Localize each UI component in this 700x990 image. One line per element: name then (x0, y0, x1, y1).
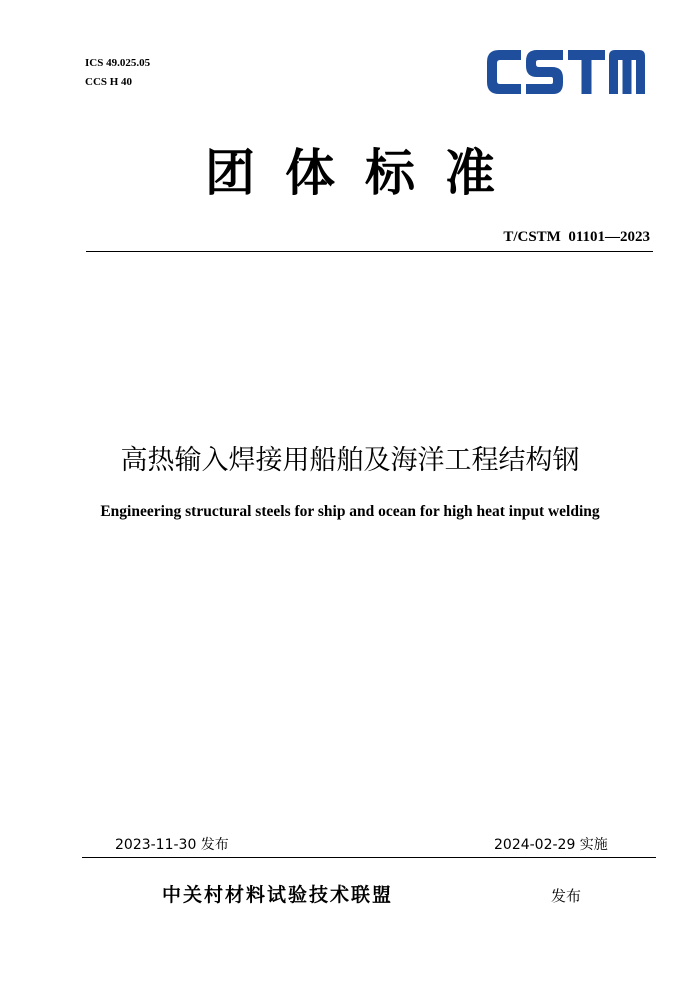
classification-codes (85, 54, 150, 92)
ccs-code: CCS H 40 (85, 76, 133, 88)
publish-date: 2023-11-30 发布 (115, 837, 229, 853)
ics-code: ICS 49.025.05 (85, 57, 151, 69)
cstm-logo-graphic (485, 46, 647, 98)
cstm-logo (485, 46, 647, 98)
bottom-divider (82, 857, 656, 858)
issuing-action: 发布 (551, 887, 582, 905)
document-title-cn: 高热输入焊接用船舶及海洋工程结构钢 (120, 445, 580, 476)
implement-date: 2024-02-29 实施 (494, 837, 608, 853)
standard-number: T/CSTM 01101—2023 (503, 229, 650, 245)
issuing-organization: 中关村材料试验技术联盟 (162, 884, 394, 906)
top-divider (86, 251, 653, 252)
document-title-en: Engineering structural steels for ship and ocean for high heat input welding (100, 503, 600, 520)
main-title: 团体标准 (205, 144, 525, 202)
